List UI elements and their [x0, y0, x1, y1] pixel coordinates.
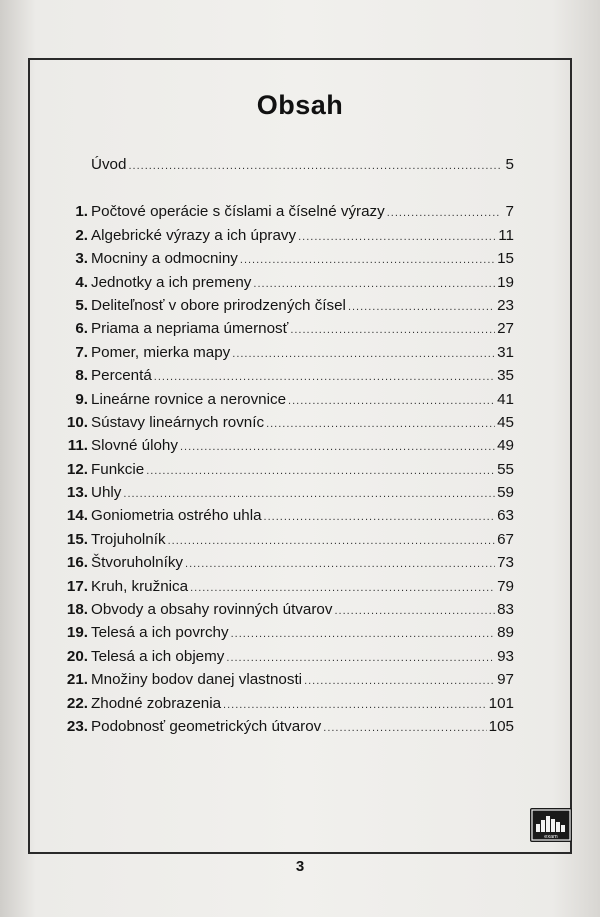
toc-chapter-number: 6.	[75, 320, 88, 338]
toc-chapter-title: Slovné úlohy	[91, 437, 178, 455]
toc-chapter-page: 63	[497, 507, 514, 525]
dot-leader	[226, 647, 495, 670]
dot-leader	[304, 670, 495, 693]
toc-row	[54, 598, 514, 621]
toc-chapter-page: 7	[505, 203, 514, 221]
dot-leader	[231, 623, 495, 646]
dot-leader	[185, 553, 495, 576]
toc-chapter-page: 49	[497, 437, 514, 455]
dot-leader	[266, 413, 495, 436]
dot-leader	[264, 506, 496, 529]
toc-chapter-page: 97	[497, 671, 514, 689]
toc-intro-page: 5	[505, 156, 514, 173]
toc-chapter-page: 79	[497, 577, 514, 595]
toc-chapter-title: Percentá	[91, 367, 152, 385]
toc-chapter-title: Obvody a obsahy rovinných útvarov	[91, 601, 333, 619]
dot-leader	[168, 530, 496, 553]
toc-row	[54, 317, 514, 340]
chapter-list	[54, 200, 514, 738]
toc-chapter-title: Mocniny a odmocniny	[91, 250, 238, 268]
toc-row	[54, 388, 514, 411]
dot-leader	[253, 273, 495, 296]
toc-chapter-number: 18.	[66, 601, 88, 619]
exam-publisher-logo-icon	[530, 808, 572, 842]
toc-chapter-number: 3.	[75, 250, 88, 268]
toc-chapter-title: Štvoruholníky	[91, 554, 184, 572]
toc-row	[54, 247, 514, 270]
toc-chapter-title: Deliteľnosť v obore prirodzených čísel	[91, 296, 346, 314]
toc-row	[54, 434, 514, 457]
dot-leader	[298, 226, 496, 249]
toc-row	[54, 294, 514, 317]
toc-chapter-number: 22.	[66, 694, 88, 712]
dot-leader	[154, 366, 495, 389]
toc-chapter-page: 19	[497, 273, 514, 291]
toc-chapter-title: Funkcie	[91, 460, 145, 478]
toc-row	[54, 668, 514, 691]
toc-row	[54, 621, 514, 644]
toc-row	[54, 692, 514, 715]
toc-chapter-page: 83	[497, 601, 514, 619]
dot-leader	[323, 717, 486, 740]
toc-chapter-title: Počtové operácie s číslami a číselné výrazy	[91, 203, 385, 221]
toc-chapter-page: 11	[498, 226, 514, 244]
toc-chapter-number: 16.	[66, 554, 88, 572]
toc-chapter-number: 2.	[75, 226, 88, 244]
toc-chapter-number: 23.	[66, 717, 88, 735]
toc-chapter-page: 67	[497, 530, 514, 548]
toc-intro-row	[54, 153, 514, 176]
toc-chapter-number: 20.	[66, 647, 88, 665]
toc-chapter-number: 7.	[75, 343, 88, 361]
toc-chapter-number: 12.	[66, 460, 88, 478]
dot-leader	[146, 460, 495, 483]
toc-chapter-number: 17.	[66, 577, 88, 595]
toc-chapter-page: 59	[497, 484, 514, 502]
toc-intro-label: Úvod	[91, 156, 127, 173]
page-number: 3	[295, 858, 305, 875]
toc-chapter-title: Goniometria ostrého uhla	[91, 507, 262, 525]
toc-chapter-number: 4.	[75, 273, 88, 291]
toc-chapter-page: 105	[488, 717, 514, 735]
toc-chapter-number: 14.	[66, 507, 88, 525]
toc-row	[54, 528, 514, 551]
toc-row	[54, 364, 514, 387]
table-of-contents	[54, 153, 514, 738]
dot-leader	[232, 343, 495, 366]
toc-row	[54, 271, 514, 294]
toc-chapter-title: Pomer, mierka mapy	[91, 343, 231, 361]
logo-text: exam	[544, 834, 558, 840]
toc-row	[54, 645, 514, 668]
toc-chapter-title: Podobnosť geometrických útvarov	[91, 717, 322, 735]
toc-chapter-page: 15	[497, 250, 514, 268]
dot-leader	[240, 249, 495, 272]
toc-chapter-title: Uhly	[91, 484, 122, 502]
toc-chapter-page: 31	[497, 343, 514, 361]
dot-leader	[348, 296, 495, 319]
toc-chapter-page: 101	[488, 694, 514, 712]
toc-chapter-title: Priama a nepriama úmernosť	[91, 320, 289, 338]
toc-chapter-number: 9.	[75, 390, 88, 408]
toc-chapter-title: Telesá a ich povrchy	[91, 624, 229, 642]
toc-chapter-title: Zhodné zobrazenia	[91, 694, 222, 712]
toc-row	[54, 200, 514, 223]
dot-leader	[180, 436, 495, 459]
toc-chapter-page: 27	[497, 320, 514, 338]
toc-chapter-number: 19.	[66, 624, 88, 642]
toc-chapter-page: 41	[497, 390, 514, 408]
toc-chapter-title: Množiny bodov danej vlastnosti	[91, 671, 303, 689]
dot-leader	[290, 319, 495, 342]
toc-chapter-title: Sústavy lineárnych rovníc	[91, 413, 265, 431]
toc-chapter-title: Jednotky a ich premeny	[91, 273, 252, 291]
toc-chapter-number: 11.	[67, 437, 88, 455]
toc-chapter-page: 73	[497, 554, 514, 572]
toc-row	[54, 481, 514, 504]
toc-row	[54, 575, 514, 598]
toc-row	[54, 551, 514, 574]
toc-chapter-number: 8.	[75, 367, 88, 385]
dot-leader	[387, 202, 500, 225]
toc-chapter-page: 93	[497, 647, 514, 665]
toc-row	[54, 504, 514, 527]
toc-chapter-number: 21.	[66, 671, 88, 689]
toc-chapter-number: 13.	[66, 484, 88, 502]
toc-chapter-title: Telesá a ich objemy	[91, 647, 225, 665]
dot-leader	[334, 600, 495, 623]
toc-chapter-title: Kruh, kružnica	[91, 577, 189, 595]
toc-row	[54, 341, 514, 364]
toc-row	[54, 715, 514, 738]
toc-chapter-title: Trojuholník	[91, 530, 166, 548]
page-title: Obsah	[256, 90, 344, 120]
toc-chapter-title: Lineárne rovnice a nerovnice	[91, 390, 287, 408]
toc-row	[54, 224, 514, 247]
toc-chapter-title: Algebrické výrazy a ich úpravy	[91, 226, 297, 244]
toc-chapter-number: 1.	[75, 203, 88, 221]
toc-chapter-page: 45	[497, 413, 514, 431]
toc-row	[54, 458, 514, 481]
toc-chapter-page: 89	[497, 624, 514, 642]
dot-leader	[288, 390, 495, 413]
dot-leader	[223, 694, 487, 717]
dot-leader	[190, 577, 495, 600]
toc-chapter-page: 55	[497, 460, 514, 478]
toc-chapter-number: 15.	[66, 530, 88, 548]
dot-leader	[123, 483, 495, 506]
toc-chapter-number: 10.	[66, 413, 88, 431]
toc-row	[54, 411, 514, 434]
toc-chapter-page: 23	[497, 296, 514, 314]
toc-chapter-number: 5.	[75, 296, 88, 314]
toc-chapter-page: 35	[497, 367, 514, 385]
dot-leader	[128, 155, 500, 178]
